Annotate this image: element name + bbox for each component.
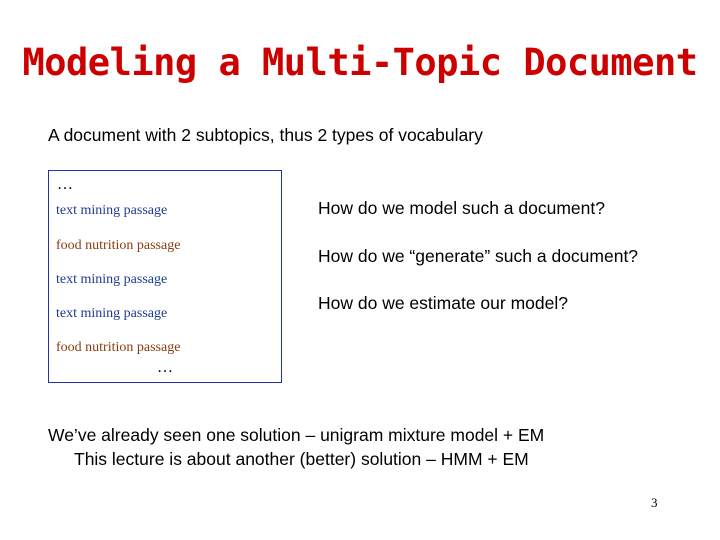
question-estimate: How do we estimate our model? <box>318 293 568 313</box>
solution-hmm: This lecture is about another (better) solution – HMM + EM <box>74 449 529 469</box>
top-ellipsis: … <box>57 176 73 193</box>
text-mining-passage-3: text mining passage <box>56 306 168 321</box>
slide-title: Modeling a Multi-Topic Document <box>22 41 698 84</box>
page-number: 3 <box>651 495 658 510</box>
question-model: How do we model such a document? <box>318 198 605 218</box>
solution-unigram-mixture: We’ve already seen one solution – unigram mixture model + EM <box>48 425 545 445</box>
question-generate: How do we “generate” such a document? <box>318 246 639 266</box>
slide-subtitle: A document with 2 subtopics, thus 2 types of vocabulary <box>48 125 483 145</box>
food-nutrition-passage-1: food nutrition passage <box>56 238 181 253</box>
document-example-box <box>48 170 282 383</box>
text-mining-passage-2: text mining passage <box>56 272 168 287</box>
bottom-ellipsis: … <box>157 359 173 376</box>
food-nutrition-passage-2: food nutrition passage <box>56 340 181 355</box>
text-mining-passage-1: text mining passage <box>56 203 168 218</box>
